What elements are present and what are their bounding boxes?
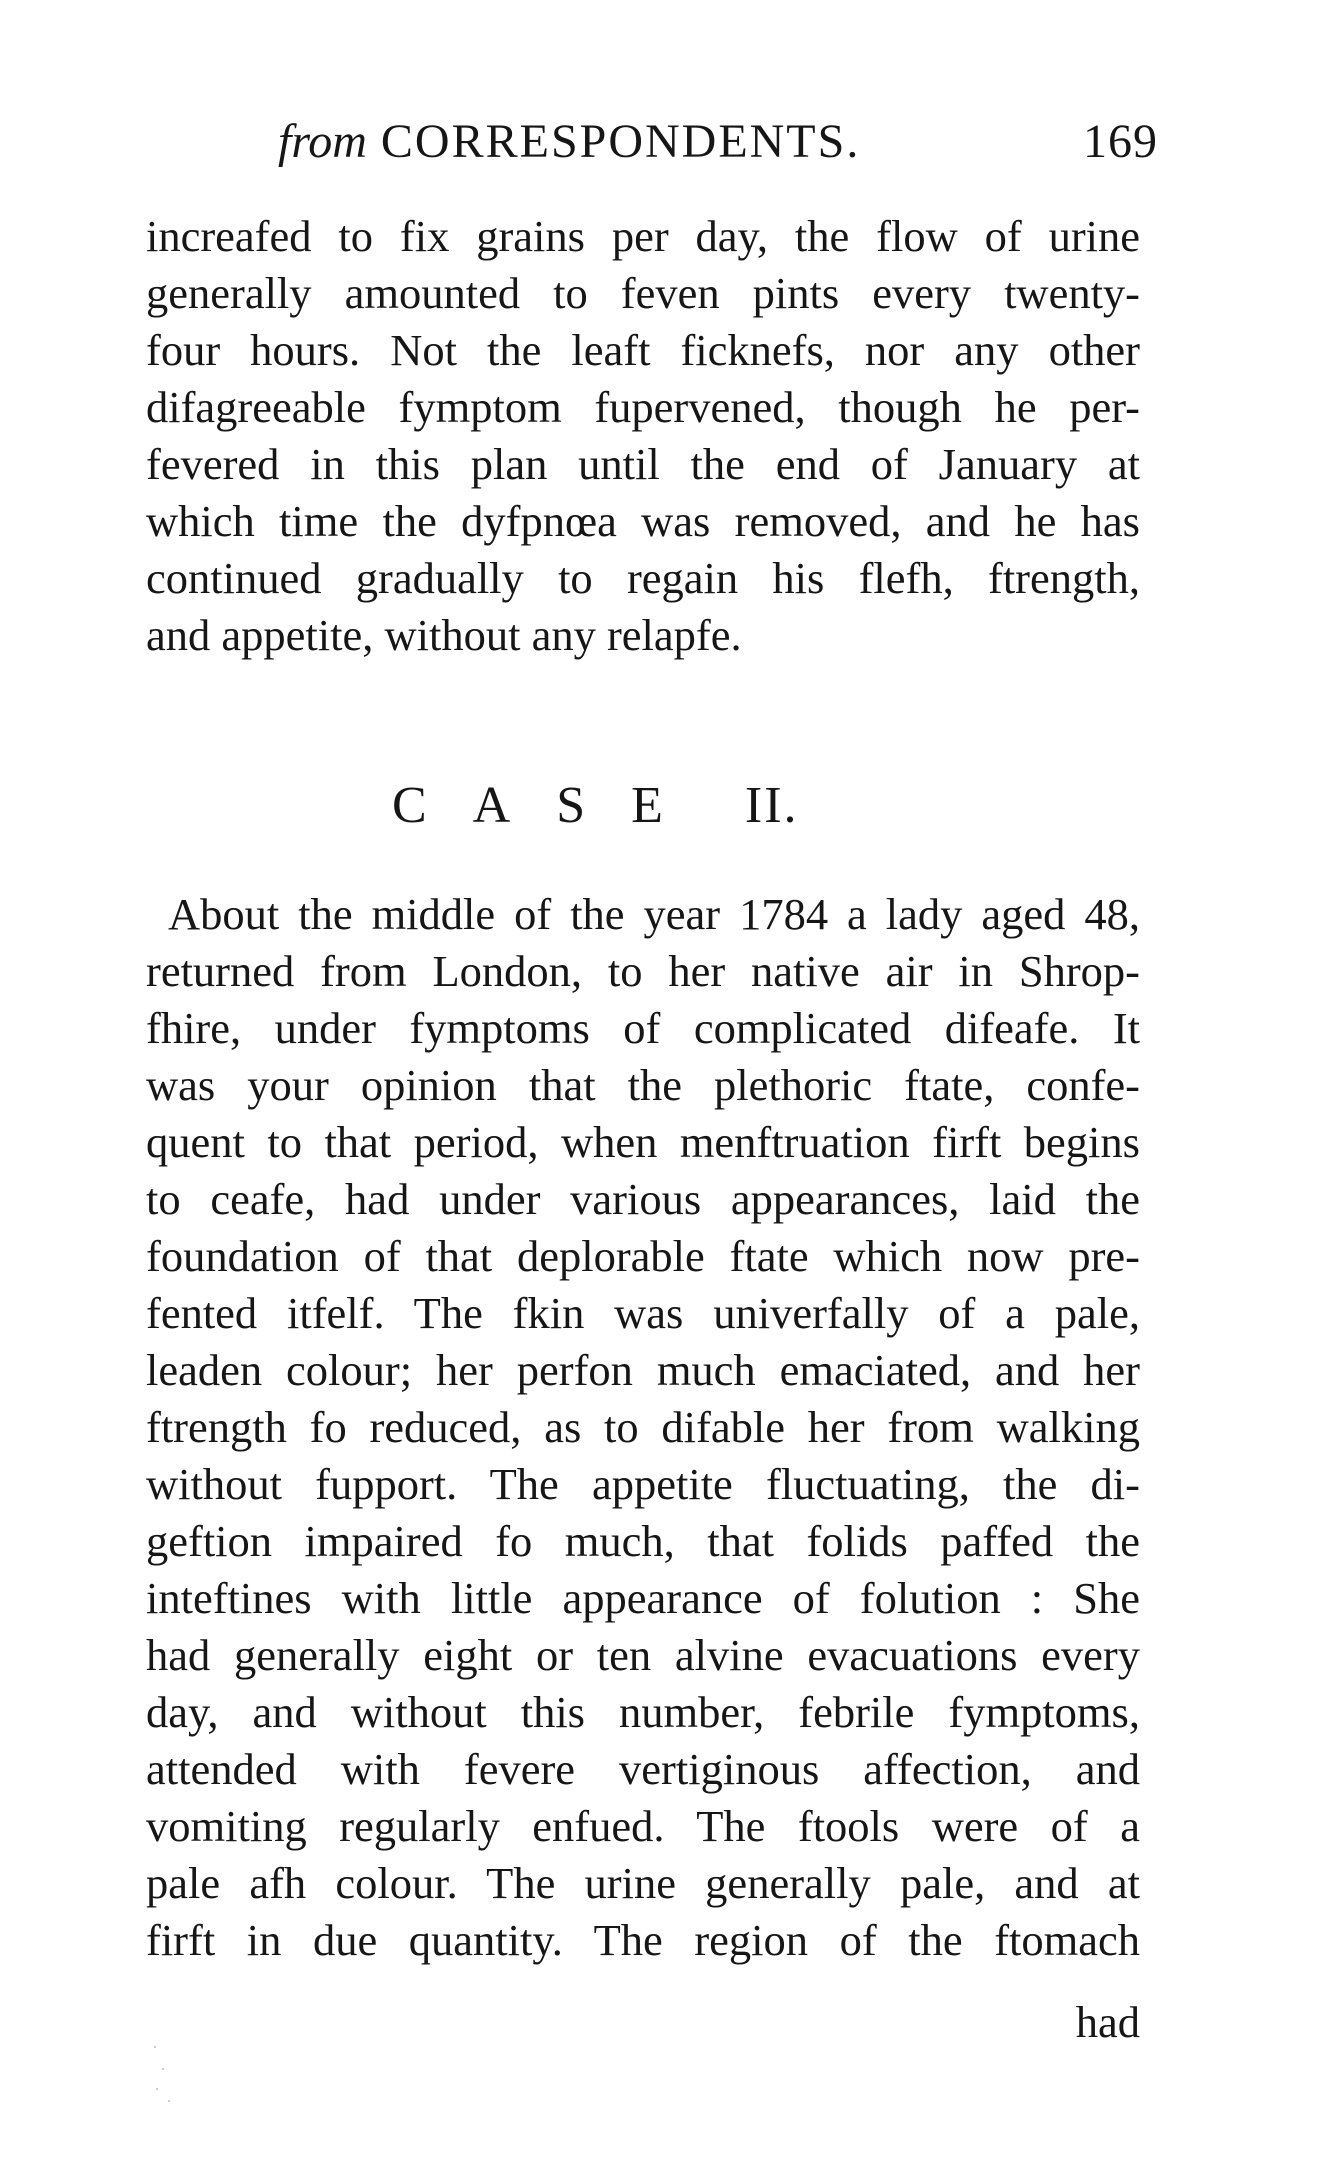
case-paragraph	[146, 886, 1140, 1969]
text-line: foundation of that deplorable ftate which now pre-	[146, 1231, 1140, 1281]
text-line: without fupport. The appetite fluctuating, the di-	[146, 1459, 1140, 1509]
paper-speck	[156, 2088, 158, 2090]
text-line: continued gradually to regain his flefh, ftrength,	[146, 553, 1140, 603]
text-line: quent to that period, when menftruation firft begins	[146, 1117, 1140, 1167]
text-line: increafed to fix grains per day, the flow of urine	[146, 211, 1140, 261]
text-line: fented itfelf. The fkin was univerfally of a pale,	[146, 1288, 1140, 1338]
running-head	[278, 108, 1158, 178]
paper-specks	[150, 2040, 180, 2110]
running-head-section: CORRESPONDENTS.	[380, 115, 861, 168]
case-heading-label: CASE	[392, 777, 709, 834]
text-line: day, and without this number, febrile fymptoms,	[146, 1687, 1140, 1737]
text-line: which time the dyfpnœa was removed, and he has	[146, 496, 1140, 546]
text-line-first: About the middle of the year 1784 a lady aged 48,	[168, 889, 1140, 939]
text-line: four hours. Not the leaft ficknefs, nor any other	[146, 325, 1140, 375]
text-line: fhire, under fymptoms of complicated difeafe. It	[146, 1003, 1140, 1053]
case-heading-number: II.	[744, 777, 799, 834]
page-number: 169	[1083, 115, 1158, 168]
paper-speck	[154, 2046, 156, 2048]
text-line: to ceafe, had under various appearances, laid the	[146, 1174, 1140, 1224]
paper-speck	[168, 2100, 170, 2102]
text-line: inteftines with little appearance of folution : She	[146, 1573, 1140, 1623]
text-line: geftion impaired fo much, that folids paffed the	[146, 1516, 1140, 1566]
text-line: pale afh colour. The urine generally pale, and at	[146, 1858, 1140, 1908]
catchword: had	[1075, 1997, 1140, 2047]
text-line: generally amounted to feven pints every twenty-	[146, 268, 1140, 318]
text-line: had generally eight or ten alvine evacuations every	[146, 1630, 1140, 1680]
text-line: vomiting regularly enfued. The ftools were of a	[146, 1801, 1140, 1851]
text-line-last: and appetite, without any relapfe.	[146, 610, 742, 660]
text-line: returned from London, to her native air in Shrop-	[146, 946, 1140, 996]
paper-speck	[162, 2068, 164, 2070]
text-line: ftrength fo reduced, as to difable her from walking	[146, 1402, 1140, 1452]
text-line: difagreeable fymptom fupervened, though he per-	[146, 382, 1140, 432]
text-line: was your opinion that the plethoric ftate, confe-	[146, 1060, 1140, 1110]
text-line: attended with fevere vertiginous affection, and	[146, 1744, 1140, 1794]
running-head-title	[278, 114, 860, 169]
running-head-prefix: from	[278, 115, 367, 168]
paragraph-continued	[146, 208, 1140, 664]
case-heading	[392, 776, 799, 835]
text-line: leaden colour; her perfon much emaciated, and her	[146, 1345, 1140, 1395]
text-line: firft in due quantity. The region of the ftomach	[146, 1915, 1140, 1965]
text-line: fevered in this plan until the end of January at	[146, 439, 1140, 489]
